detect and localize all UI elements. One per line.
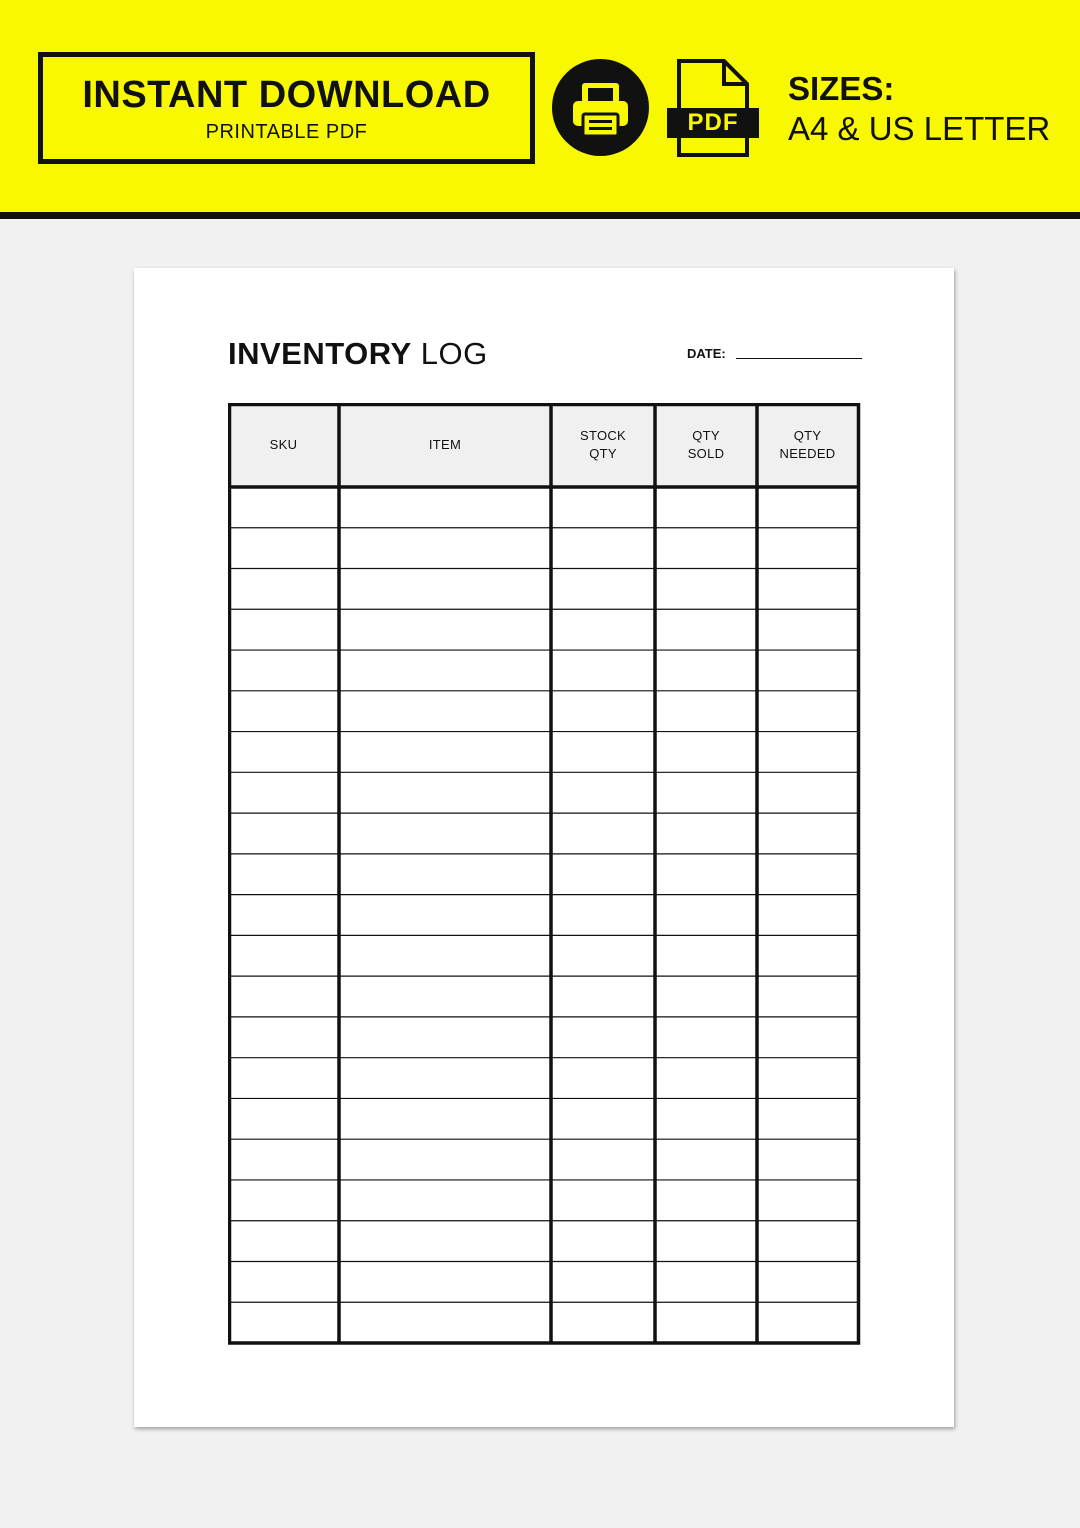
sizes-value: A4 & US LETTER <box>788 110 1051 147</box>
pdf-badge-text: PDF <box>687 109 739 136</box>
column-header <box>757 403 858 487</box>
banner-divider <box>0 212 1080 219</box>
column-header-line2: QTY <box>589 446 617 461</box>
column-header-line1: QTY <box>793 428 822 443</box>
title-bold: INVENTORY <box>228 336 412 371</box>
pdf-file-icon <box>666 58 760 158</box>
download-subtitle: PRINTABLE PDF <box>205 121 368 143</box>
column-header <box>228 403 339 487</box>
column-header-line2: SOLD <box>687 446 725 461</box>
column-header-line2: NEEDED <box>779 446 836 461</box>
instant-download-box <box>38 52 535 164</box>
table-grid-lines <box>228 403 862 1347</box>
date-write-line <box>736 358 862 359</box>
download-title: INSTANT DOWNLOAD <box>82 74 491 116</box>
column-header-line1: ITEM <box>428 437 462 452</box>
column-header-line1: SKU <box>269 437 298 452</box>
title-light: LOG <box>420 336 488 371</box>
table-border <box>230 405 859 1344</box>
column-header <box>339 403 551 487</box>
printer-icon <box>552 59 649 156</box>
column-header-line1: QTY <box>692 428 720 443</box>
column-header <box>655 403 757 487</box>
column-header <box>551 403 655 487</box>
sizes-label: SIZES: <box>788 70 895 107</box>
date-label: DATE: <box>687 346 726 361</box>
printable-sheet <box>134 268 954 1427</box>
page-title <box>228 336 488 372</box>
column-header-line1: STOCK <box>579 428 627 443</box>
inventory-table <box>228 403 862 1347</box>
top-banner <box>0 0 1080 212</box>
